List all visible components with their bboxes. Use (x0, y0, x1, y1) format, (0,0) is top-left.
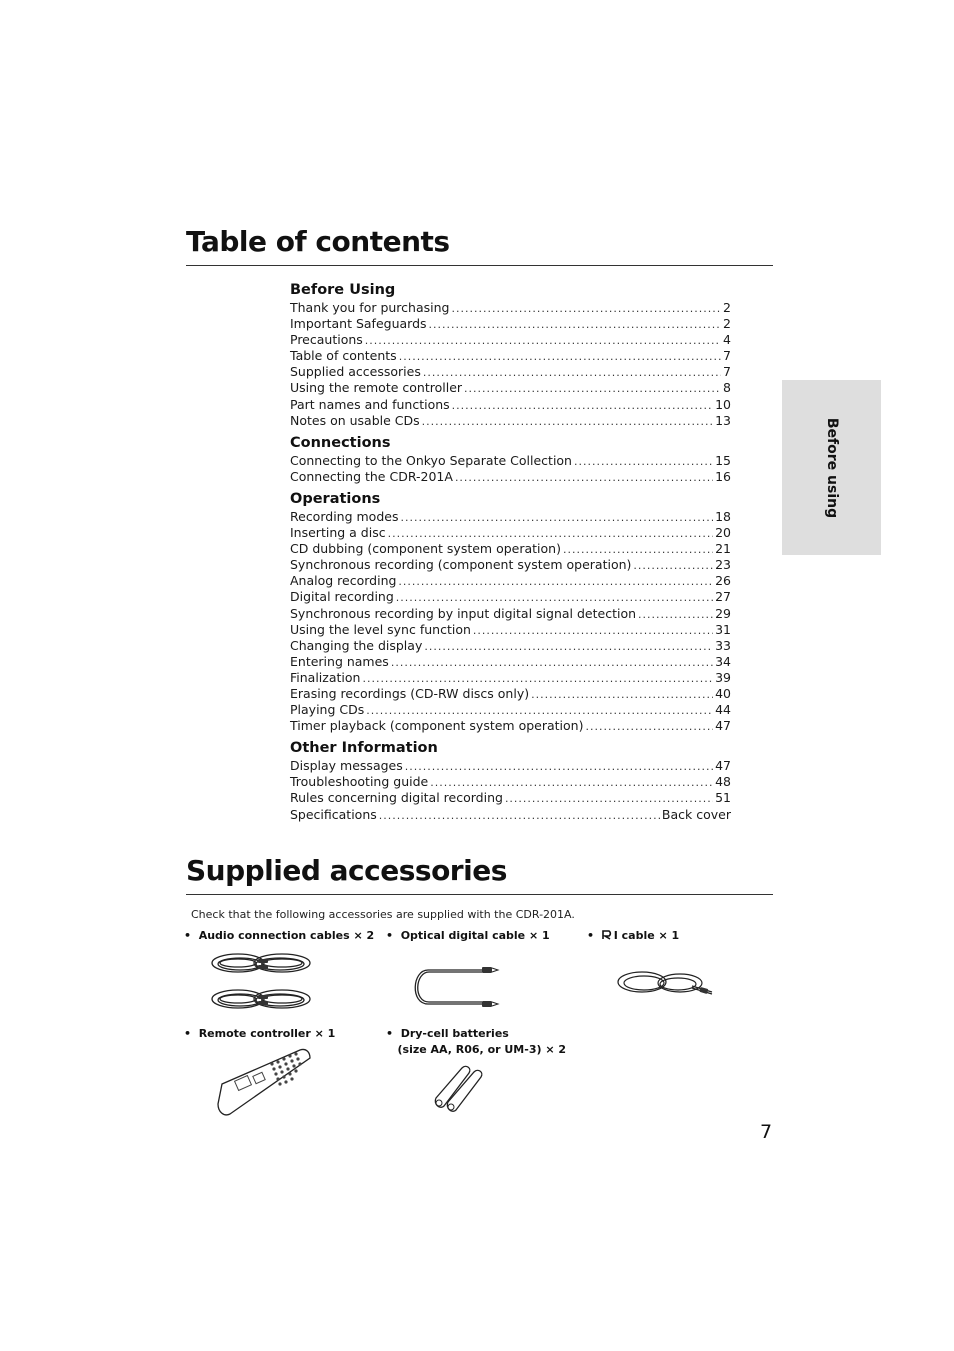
toc-entry-title: Entering names (290, 653, 389, 669)
toc-entry-leader (638, 606, 713, 623)
toc-entry-title: Synchronous recording (component system operation) (290, 557, 632, 573)
toc-entry-leader (451, 300, 721, 317)
toc-entry-title: Troubleshooting guide (290, 774, 429, 790)
toc-section-title: Connections (290, 434, 391, 451)
toc-entry[interactable] (290, 380, 731, 396)
toc-entry-leader (429, 316, 722, 333)
toc-entry-page: 4 (723, 332, 731, 348)
toc-entry-title: Specifications (290, 806, 377, 822)
toc-entry-leader (464, 380, 721, 397)
toc-entry-title: Playing CDs (290, 702, 365, 718)
toc-entry[interactable] (290, 525, 731, 541)
toc-entry[interactable] (290, 718, 731, 734)
toc-entry[interactable] (290, 654, 731, 670)
accessory-batteries: • Dry-cell batteries (size AA, R06, or UM-3) × 2 (386, 1027, 567, 1056)
toc-entry-page: 20 (715, 525, 731, 541)
toc-entry-page: 47 (715, 718, 731, 734)
toc-entry-title: Precautions (290, 332, 363, 348)
toc-entry-page: 18 (715, 508, 731, 524)
toc-entry[interactable] (290, 686, 731, 702)
batteries-illustration (432, 1062, 488, 1114)
toc-entry-page: 29 (715, 605, 731, 621)
toc-entry-title: Finalization (290, 669, 361, 685)
accessories-intro: Check that the following accessories are supplied with the CDR-201A. (191, 908, 575, 921)
toc-entry-leader (455, 469, 713, 486)
toc-entry-page: 51 (715, 790, 731, 806)
toc-entry[interactable] (290, 702, 731, 718)
toc-entry-title: Using the level sync function (290, 621, 471, 637)
toc-entry-title: Display messages (290, 758, 403, 774)
toc-entry-title: Inserting a disc (290, 525, 386, 541)
optical-cable-illustration (408, 962, 504, 1012)
toc-entry-title: Timer playback (component system operation) (290, 718, 584, 734)
accessory-optical-cable: • Optical digital cable × 1 (386, 929, 550, 942)
toc-entry-page: 39 (715, 669, 731, 685)
toc-entry[interactable] (290, 589, 731, 605)
toc-entry-leader (585, 718, 713, 735)
accessory-ri-cable-label: I cable × 1 (613, 929, 680, 942)
toc-entry-leader (424, 638, 713, 655)
toc-entry[interactable] (290, 509, 731, 525)
toc-entry-title: Rules concerning digital recording (290, 790, 503, 806)
accessory-ri-cable: • I cable × 1 (587, 929, 680, 942)
toc-entry-title: Using the remote controller (290, 380, 463, 396)
toc-entry-leader (396, 589, 713, 606)
toc-entry-page: 26 (715, 573, 731, 589)
toc-entry-leader (422, 413, 713, 430)
toc-entry-title: Recording modes (290, 508, 399, 524)
toc-entry[interactable] (290, 541, 731, 557)
toc-entry-leader (531, 686, 713, 703)
toc-entry-page: 27 (715, 589, 731, 605)
toc-entry[interactable] (290, 453, 731, 469)
toc-heading: Table of contents (186, 225, 450, 258)
toc-entry-leader (366, 702, 713, 719)
toc-entry[interactable] (290, 573, 731, 589)
accessories-heading-rule (186, 894, 773, 895)
toc-entry-leader (633, 557, 713, 574)
toc-entry-page: 7 (723, 348, 731, 364)
ri-cable-illustration (614, 968, 718, 1000)
toc-entry-title: Supplied accessories (290, 364, 421, 380)
table-of-contents (290, 280, 731, 823)
toc-entry-page: 16 (715, 468, 731, 484)
toc-entry-title: CD dubbing (component system operation) (290, 541, 561, 557)
page-number: 7 (760, 1121, 773, 1143)
accessories-heading: Supplied accessories (186, 854, 507, 887)
toc-entry-title: Notes on usable CDs (290, 412, 420, 428)
toc-entry-page: 7 (723, 364, 731, 380)
remote-controller-illustration (216, 1044, 314, 1118)
toc-entry[interactable] (290, 790, 731, 806)
toc-entry-page: 47 (715, 758, 731, 774)
ri-logo-icon (602, 929, 614, 940)
accessory-audio-cables-label: Audio connection cables × 2 (198, 929, 375, 942)
toc-entry[interactable] (290, 622, 731, 638)
toc-entry[interactable] (290, 316, 731, 332)
toc-entry-leader (400, 509, 713, 526)
toc-entry-page: 2 (723, 316, 731, 332)
toc-entry[interactable] (290, 469, 731, 485)
toc-entry-title: Analog recording (290, 573, 397, 589)
toc-entry-page: 2 (723, 300, 731, 315)
toc-entry-page: 44 (715, 702, 731, 718)
toc-entry-title: Part names and functions (290, 396, 450, 412)
toc-entry-title: Connecting to the Onkyo Separate Collection (290, 452, 572, 468)
toc-entry-page: 34 (715, 653, 731, 669)
toc-heading-rule (186, 265, 773, 266)
toc-entry-leader (473, 622, 713, 639)
toc-entry[interactable] (290, 332, 731, 348)
toc-entry[interactable] (290, 638, 731, 654)
toc-entry-page: 10 (715, 396, 731, 412)
toc-entry-leader (391, 654, 713, 671)
toc-entry[interactable] (290, 670, 731, 686)
toc-entry-page: 40 (715, 685, 731, 701)
toc-entry-page: 21 (715, 541, 731, 557)
toc-entry-leader (574, 453, 713, 470)
toc-entry-leader (505, 790, 713, 807)
toc-entry-title: Thank you for purchasing (290, 300, 450, 315)
audio-cables-illustration (208, 945, 318, 1020)
toc-entry-title: Important Safeguards (290, 316, 427, 332)
toc-entry[interactable] (290, 758, 731, 774)
toc-entry[interactable] (290, 606, 731, 622)
toc-entry-title: Connecting the CDR-201A (290, 468, 453, 484)
toc-entry-leader (563, 541, 713, 558)
toc-entry-leader (405, 758, 713, 775)
accessory-remote: • Remote controller × 1 (184, 1027, 336, 1040)
toc-section-title: Before Using (290, 282, 396, 298)
accessory-audio-cables: • Audio connection cables × 2 (184, 929, 375, 942)
toc-section-title: Operations (290, 490, 381, 507)
toc-entry[interactable] (290, 397, 731, 413)
toc-entry[interactable] (290, 413, 731, 429)
toc-entry-leader (398, 573, 713, 590)
toc-entry-title: Digital recording (290, 589, 394, 605)
toc-entry-leader (423, 364, 721, 381)
toc-entry-page: 23 (715, 557, 731, 573)
accessory-batteries-label-1: Dry-cell batteries (400, 1027, 509, 1040)
toc-entry-leader (362, 670, 713, 687)
accessory-batteries-label-2: (size AA, R06, or UM-3) × 2 (397, 1043, 567, 1056)
toc-entry-page: 15 (715, 452, 731, 468)
accessory-remote-label: Remote controller × 1 (198, 1027, 336, 1040)
side-tab-label: Before using (823, 417, 840, 518)
toc-entry-page: 8 (723, 380, 731, 396)
toc-entry-title: Changing the display (290, 637, 423, 653)
toc-entry-title: Table of contents (290, 348, 397, 364)
toc-entry[interactable] (290, 807, 731, 823)
toc-section-title: Other Information (290, 740, 438, 757)
toc-entry-leader (430, 774, 713, 791)
toc-entry-leader (365, 332, 721, 349)
side-tab-label-wrap (782, 380, 881, 555)
toc-entry[interactable] (290, 348, 731, 364)
toc-entry-page: 33 (715, 637, 731, 653)
toc-entry-page: Back cover (661, 806, 731, 822)
toc-entry-leader (399, 348, 721, 365)
toc-entry-leader (388, 525, 714, 542)
toc-entry-page: 13 (715, 412, 731, 428)
toc-entry-title: Erasing recordings (CD-RW discs only) (290, 685, 530, 701)
accessory-optical-cable-label: Optical digital cable × 1 (400, 929, 550, 942)
toc-entry[interactable] (290, 300, 731, 316)
toc-entry-page: 31 (715, 621, 731, 637)
toc-entry-title: Synchronous recording by input digital signal detection (290, 605, 637, 621)
toc-entry-leader (379, 807, 660, 824)
toc-entry-page: 48 (715, 774, 731, 790)
toc-entry[interactable] (290, 364, 731, 380)
toc-entry[interactable] (290, 557, 731, 573)
toc-entry-leader (452, 397, 713, 414)
toc-entry[interactable] (290, 774, 731, 790)
